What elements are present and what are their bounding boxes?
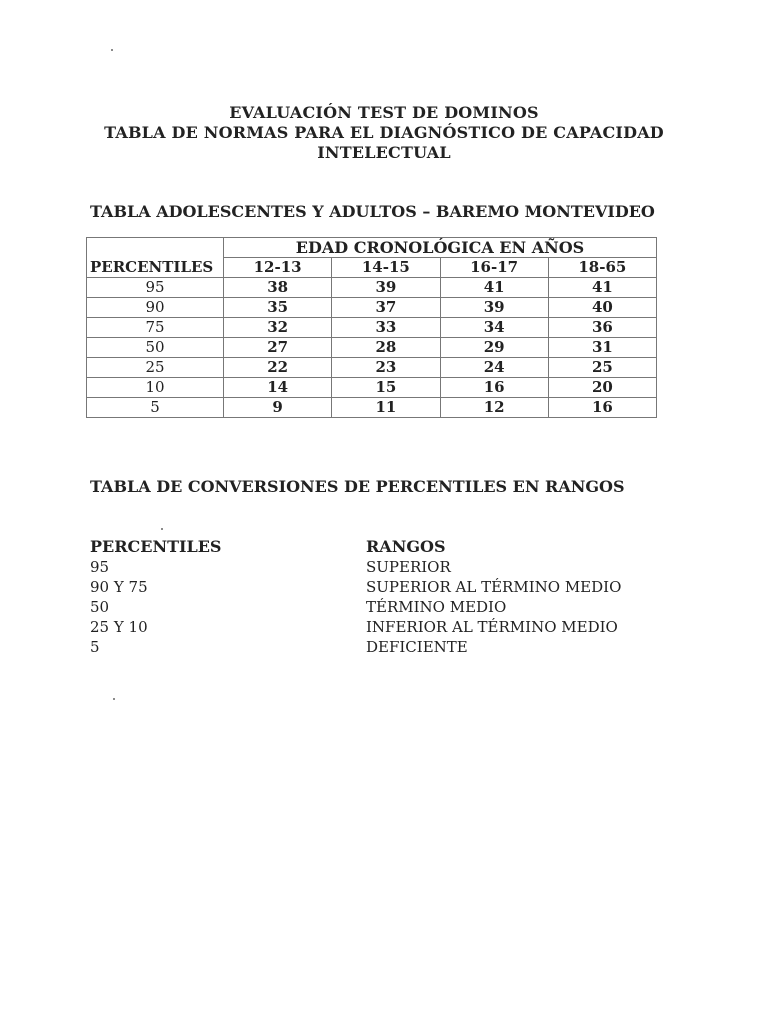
percentile-cell: 95 xyxy=(87,278,224,298)
scan-speck xyxy=(111,49,113,51)
value-cell: 20 xyxy=(548,378,656,398)
document-title xyxy=(0,103,768,163)
conversion-ranges-header: RANGOS xyxy=(366,537,446,556)
table-row xyxy=(87,398,657,418)
norms-table xyxy=(86,237,657,418)
value-cell: 9 xyxy=(224,398,332,418)
value-cell: 16 xyxy=(548,398,656,418)
value-cell: 33 xyxy=(332,318,440,338)
conversion-percentiles-column xyxy=(90,537,221,657)
value-cell: 11 xyxy=(332,398,440,418)
percentile-cell: 10 xyxy=(87,378,224,398)
value-cell: 16 xyxy=(440,378,548,398)
value-cell: 39 xyxy=(440,298,548,318)
list-item: DEFICIENTE xyxy=(366,638,468,656)
table-row xyxy=(87,278,657,298)
table-row xyxy=(87,338,657,358)
list-item: 90 Y 75 xyxy=(90,578,148,596)
conversion-percentiles-header: PERCENTILES xyxy=(90,537,222,556)
list-item: 25 Y 10 xyxy=(90,618,148,636)
table-row xyxy=(87,358,657,378)
percentile-cell: 25 xyxy=(87,358,224,378)
title-line-1: EVALUACIÓN TEST DE DOMINOS xyxy=(229,103,539,122)
value-cell: 40 xyxy=(548,298,656,318)
age-column-header: 12-13 xyxy=(224,258,332,278)
age-column-header: 16-17 xyxy=(440,258,548,278)
percentile-cell: 90 xyxy=(87,298,224,318)
list-item: SUPERIOR AL TÉRMINO MEDIO xyxy=(366,578,622,596)
value-cell: 34 xyxy=(440,318,548,338)
value-cell: 15 xyxy=(332,378,440,398)
list-item: 50 xyxy=(90,598,110,616)
age-column-header: 14-15 xyxy=(332,258,440,278)
scan-speck xyxy=(113,698,115,700)
value-cell: 12 xyxy=(440,398,548,418)
percentiles-column-header: PERCENTILES xyxy=(87,238,224,278)
value-cell: 36 xyxy=(548,318,656,338)
value-cell: 22 xyxy=(224,358,332,378)
list-item: INFERIOR AL TÉRMINO MEDIO xyxy=(366,618,618,636)
value-cell: 14 xyxy=(224,378,332,398)
value-cell: 25 xyxy=(548,358,656,378)
table-row xyxy=(87,318,657,338)
list-item: 95 xyxy=(90,558,110,576)
value-cell: 27 xyxy=(224,338,332,358)
age-column-header: 18-65 xyxy=(548,258,656,278)
value-cell: 41 xyxy=(548,278,656,298)
value-cell: 35 xyxy=(224,298,332,318)
conversion-table-title: TABLA DE CONVERSIONES DE PERCENTILES EN RANGOS xyxy=(90,477,625,496)
value-cell: 41 xyxy=(440,278,548,298)
value-cell: 39 xyxy=(332,278,440,298)
value-cell: 23 xyxy=(332,358,440,378)
age-group-header: EDAD CRONOLÓGICA EN AÑOS xyxy=(224,238,657,258)
percentile-cell: 50 xyxy=(87,338,224,358)
conversion-ranges-column xyxy=(366,537,621,657)
list-item: 5 xyxy=(90,638,100,656)
value-cell: 37 xyxy=(332,298,440,318)
value-cell: 28 xyxy=(332,338,440,358)
percentile-cell: 5 xyxy=(87,398,224,418)
value-cell: 38 xyxy=(224,278,332,298)
scan-speck xyxy=(161,528,163,530)
percentile-cell: 75 xyxy=(87,318,224,338)
title-line-3: INTELECTUAL xyxy=(317,143,451,162)
norms-table-title: TABLA ADOLESCENTES Y ADULTOS – BAREMO MONTEVIDEO xyxy=(90,202,655,221)
value-cell: 31 xyxy=(548,338,656,358)
title-line-2: TABLA DE NORMAS PARA EL DIAGNÓSTICO DE CAPACIDAD xyxy=(104,123,664,142)
table-row xyxy=(87,298,657,318)
table-row xyxy=(87,378,657,398)
list-item: SUPERIOR xyxy=(366,558,451,576)
value-cell: 32 xyxy=(224,318,332,338)
value-cell: 24 xyxy=(440,358,548,378)
list-item: TÉRMINO MEDIO xyxy=(366,598,507,616)
value-cell: 29 xyxy=(440,338,548,358)
